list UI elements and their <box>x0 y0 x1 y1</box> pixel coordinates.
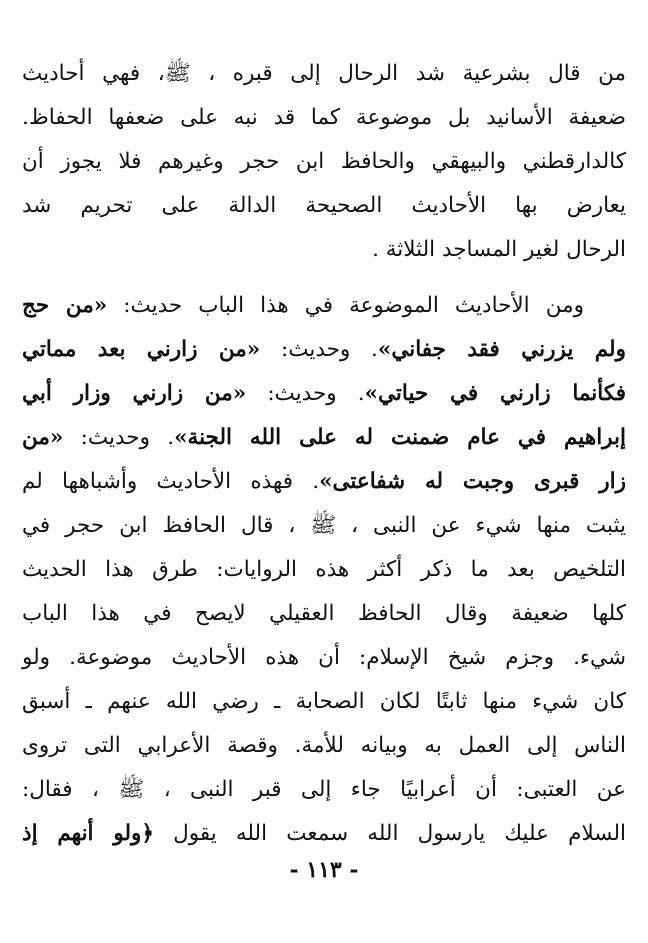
paragraph-2 <box>22 284 626 856</box>
text-line: شيء. وجزم شيخ الإسلام: أن هذه الأحاديث موضوعة. ولو <box>22 645 626 670</box>
hadith-quote: «من حج <box>22 293 108 318</box>
text-line: عن العتبى: أن أعرابيًا جاء إلى قبر النبى ، ﷺ ، فقال: <box>22 777 626 802</box>
text-line: ضعيفة الأسانيد بل موضوعة كما قد نبه على ضعفها الحفاظ. <box>22 105 626 130</box>
text-line <box>22 460 626 504</box>
text-line: كان شيء منها ثابتًا لكان الصحابة ـ رضي الله عنهم ـ أسبق <box>22 689 626 714</box>
text-line: الرحال لغير المساجد الثلاثة . <box>372 237 626 262</box>
text-line: التلخيص بعد ما ذكر أكثر هذه الروايات: طرق هذا الحديث <box>22 557 626 582</box>
page-number: - ١١٣ - <box>289 857 359 883</box>
text-line <box>22 812 626 856</box>
text-run: . وحديث: <box>260 337 378 362</box>
hadith-quote: «من زارني وزار أبي <box>22 381 247 406</box>
quran-quote: ﴿ولو أنهم إذ <box>22 821 154 846</box>
text-line: يثبت منها شيء عن النبى ، ﷺ ، قال الحافظ ابن حجر في <box>22 513 626 538</box>
text-run: السلام عليك يارسول الله سمعت الله يقول <box>153 821 626 846</box>
text-run: . وحديث: <box>246 381 365 406</box>
text-line: من قال بشرعية شد الرحال إلى قبره ، ﷺ، فهي أحاديث <box>22 61 626 86</box>
text-run: . فهذه الأحاديث وأشباهها لم <box>22 469 320 494</box>
text-line: كالدارقطني والبيهقي والحافظ ابن حجر وغيرهم فلا يجوز أن <box>22 149 626 174</box>
hadith-quote: «من <box>22 425 64 450</box>
hadith-quote: ولم يزرني فقد جفاني» <box>377 337 626 362</box>
text-run: ومن الأحاديث الموضوعة في هذا الباب حديث: <box>107 293 584 318</box>
text-line <box>22 328 626 372</box>
text-run: . وحديث: <box>63 425 175 450</box>
text-line: الناس إلى العمل به وبيانه للأمة. وقصة الأعرابي التى تروى <box>22 733 626 758</box>
text-line <box>22 416 626 460</box>
hadith-quote: «من زارني بعد مماتي <box>22 337 261 362</box>
text-line <box>22 284 626 328</box>
hadith-quote: فكأنما زارني في حياتي» <box>364 381 626 406</box>
text-line: كلها ضعيفة وقال الحافظ العقيلي لايصح في هذا الباب <box>22 601 626 626</box>
paragraph-1 <box>22 52 626 272</box>
text-line: يعارض بها الأحاديث الصحيحة الدالة على تحريم شد <box>22 193 626 218</box>
hadith-quote: زار قبرى وجبت له شفاعتى» <box>319 469 626 494</box>
hadith-quote: إبراهيم في عام ضمنت له على الله الجنة» <box>174 425 626 450</box>
text-line <box>22 372 626 416</box>
